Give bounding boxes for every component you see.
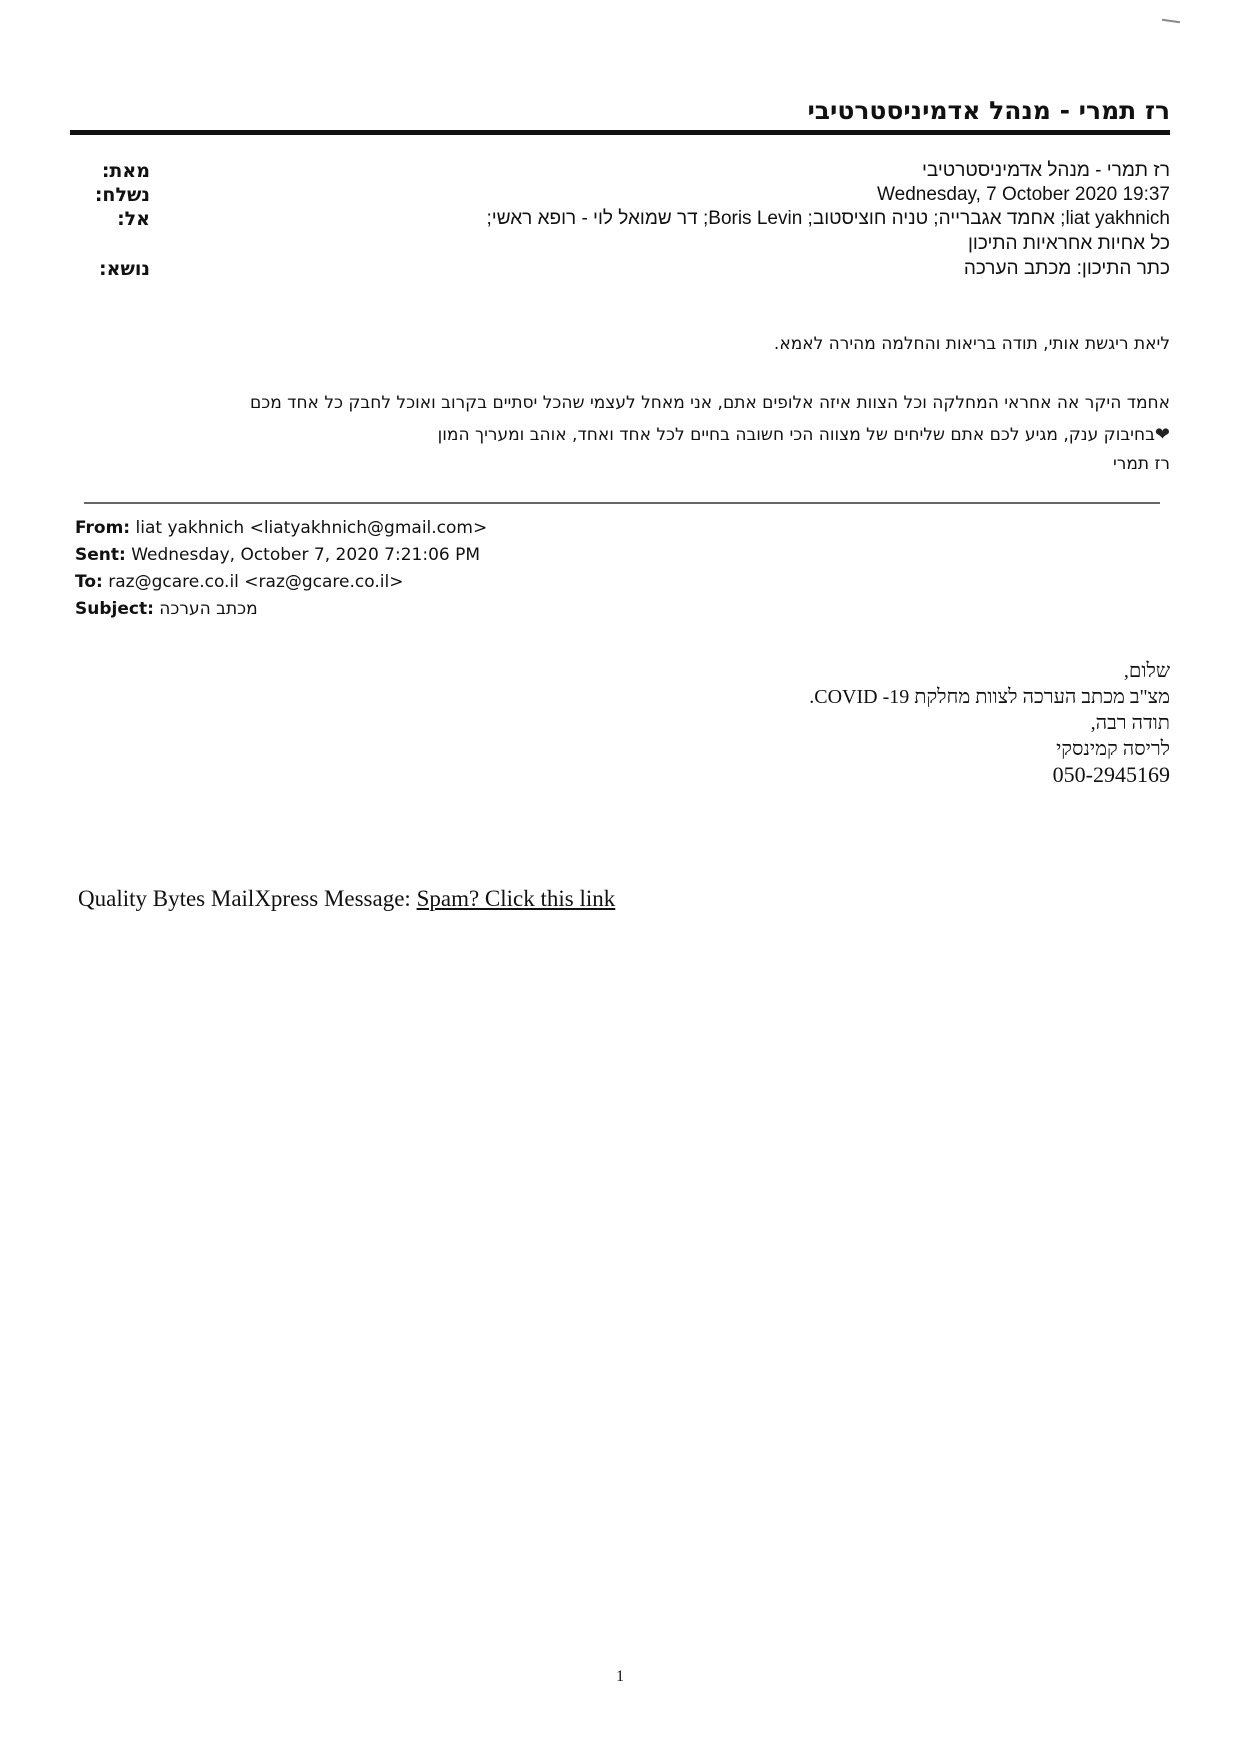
signature: רז תמרי — [1112, 454, 1170, 474]
header-label-sent: נשלח: — [94, 184, 150, 206]
header-label-from: מאת: — [101, 160, 150, 182]
body-line-3 — [80, 424, 1170, 445]
header-sent-value: Wednesday, 7 October 2020 19:37 — [877, 184, 1170, 205]
forwarded-to-value: raz@gcare.co.il <raz@gcare.co.il> — [108, 572, 404, 592]
forwarded-from-row — [75, 515, 775, 542]
heart-icon: ❤ — [1154, 424, 1170, 445]
header-subject-value: כתר התיכון: מכתב הערכה — [963, 258, 1170, 279]
forwarded-subject-row — [75, 596, 775, 623]
letter-body — [600, 658, 1170, 788]
forwarded-header — [75, 515, 775, 623]
body-line-2: אחמד היקר אה אחראי המחלקה וכל הצוות איזה אלופים אתם, אני מאחל לעצמי שהכל יסתיים בקרוב ואוכל לחבק כל אחד מכם — [249, 393, 1170, 413]
forwarded-subject-label: Subject: — [75, 599, 154, 619]
letter-phone: 050-2945169 — [1052, 762, 1170, 787]
footer-message — [78, 886, 978, 912]
page-number: 1 — [616, 1668, 624, 1685]
header-from-value: רז תמרי - מנהל אדמיניסטרטיבי — [921, 160, 1170, 181]
title-divider — [70, 130, 1170, 135]
letter-name: לריסה קמינסקי — [1056, 738, 1170, 760]
forwarded-sent-value: Wednesday, October 7, 2020 7:21:06 PM — [131, 545, 481, 565]
body-line-1: ליאת ריגשת אותי, תודה בריאות והחלמה מהירה לאמא. — [773, 334, 1170, 354]
forwarded-to-row — [75, 569, 775, 596]
forwarded-to-label: To: — [75, 572, 103, 592]
forwarded-from-value: liat yakhnich <liatyakhnich@gmail.com> — [135, 518, 488, 538]
header-label-subject: נושא: — [99, 258, 150, 280]
letter-thanks: תודה רבה, — [1090, 712, 1170, 734]
document-title: רז תמרי - מנהל אדמיניסטרטיבי — [807, 96, 1170, 125]
header-to-value: liat yakhnich; אחמד אגברייה; טניה חוציסטוב; Boris Levin; דר שמואל לוי - רופא ראשי; — [486, 208, 1170, 229]
forwarded-subject-value: מכתב הערכה — [159, 599, 258, 619]
forwarded-from-label: From: — [75, 518, 131, 538]
forwarded-sent-label: Sent: — [75, 545, 126, 565]
letter-line-1: מצ"ב מכתב הערכה לצוות מחלקת 19- COVID. — [809, 686, 1170, 708]
forwarded-sent-row — [75, 542, 775, 569]
spam-link[interactable]: Spam? Click this link — [416, 886, 616, 911]
letter-greeting: שלום, — [1123, 660, 1170, 682]
header-label-to: אל: — [117, 208, 150, 230]
footer-prefix: Quality Bytes MailXpress Message: — [78, 886, 417, 911]
scan-artifact — [1162, 19, 1180, 23]
forward-divider — [84, 502, 1160, 504]
header-to-value-cont: כל אחיות אחראיות התיכון — [967, 233, 1170, 254]
body-line-3-text: בחיבוק ענק, מגיע לכם אתם שליחים של מצווה הכי חשובה בחיים לכל אחד ואחד, אוהב ומעריך המון — [437, 425, 1155, 445]
